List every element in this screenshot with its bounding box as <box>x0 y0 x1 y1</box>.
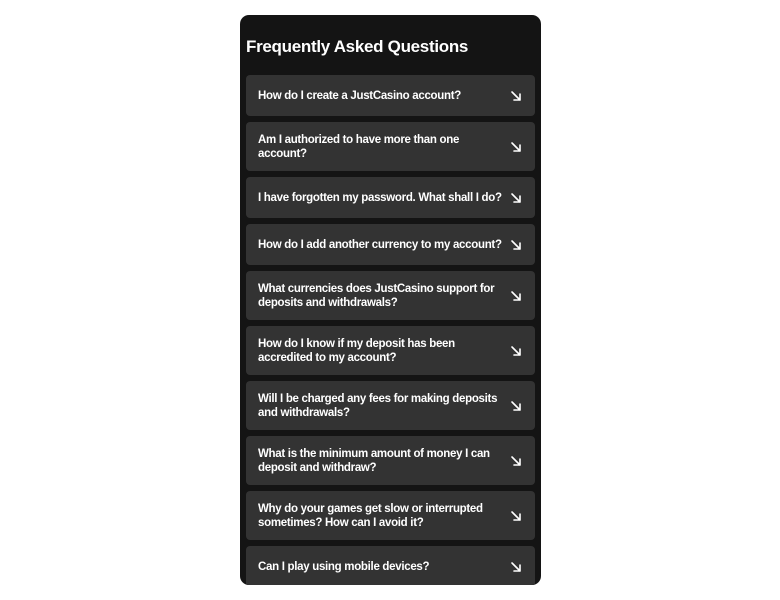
arrow-down-right-icon <box>509 191 523 205</box>
faq-list <box>246 75 535 585</box>
faq-item[interactable] <box>246 122 535 171</box>
faq-question: How do I create a JustCasino account? <box>258 89 461 102</box>
arrow-down-right-icon <box>509 399 523 413</box>
arrow-down-right-icon <box>509 289 523 303</box>
faq-title: Frequently Asked Questions <box>246 37 469 56</box>
faq-question: What currencies does JustCasino support for deposits and withdrawals? <box>258 282 495 309</box>
faq-question: Can I play using mobile devices? <box>258 560 430 573</box>
faq-question: Am I authorized to have more than one account? <box>258 133 460 160</box>
faq-item[interactable] <box>246 224 535 265</box>
arrow-down-right-icon <box>509 238 523 252</box>
arrow-down-right-icon <box>509 509 523 523</box>
arrow-down-right-icon <box>509 344 523 358</box>
faq-item[interactable] <box>246 177 535 218</box>
faq-item[interactable] <box>246 381 535 430</box>
faq-item[interactable] <box>246 491 535 540</box>
arrow-down-right-icon <box>509 89 523 103</box>
arrow-down-right-icon <box>509 140 523 154</box>
arrow-down-right-icon <box>509 560 523 574</box>
faq-item[interactable] <box>246 326 535 375</box>
faq-question: Will I be charged any fees for making deposits and withdrawals? <box>258 392 498 419</box>
faq-item[interactable] <box>246 436 535 485</box>
faq-question: What is the minimum amount of money I can deposit and withdraw? <box>258 447 490 474</box>
faq-question: I have forgotten my password. What shall I do? <box>258 191 502 204</box>
faq-panel <box>240 15 541 585</box>
faq-item[interactable] <box>246 271 535 320</box>
faq-item[interactable] <box>246 75 535 116</box>
faq-question: How do I add another currency to my account? <box>258 238 502 251</box>
faq-item[interactable] <box>246 546 535 585</box>
arrow-down-right-icon <box>509 454 523 468</box>
faq-question: How do I know if my deposit has been accredited to my account? <box>258 337 455 364</box>
faq-question: Why do your games get slow or interrupted sometimes? How can I avoid it? <box>258 502 483 529</box>
